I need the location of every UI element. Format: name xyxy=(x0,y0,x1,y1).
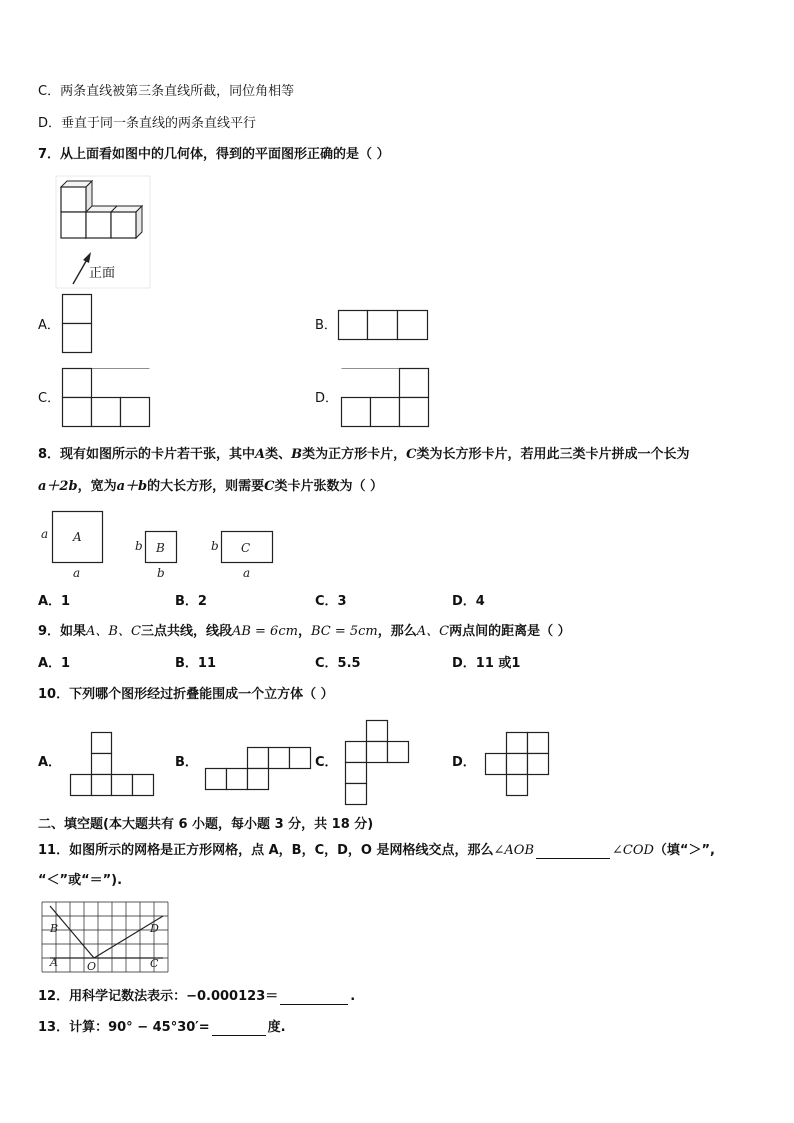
q11-point-d: D xyxy=(150,922,159,935)
q8-length-expr: a＋2b xyxy=(38,479,78,494)
q8-card-c-letter: C xyxy=(241,541,251,555)
q8-card-a xyxy=(37,510,107,582)
q11-text-b: （填“＞”, xyxy=(653,843,715,858)
q9-bc-length: BC = 5cm xyxy=(310,624,378,639)
q10-option-c-label: C． xyxy=(315,755,338,770)
q8-option-a: A．1 xyxy=(38,594,71,609)
section-2-heading: 二、填空题(本大题共有 6 小题，每小题 3 分，共 18 分) xyxy=(38,817,374,832)
q7-option-b-figure xyxy=(338,310,428,340)
q11-angle-cod: ∠COD xyxy=(612,843,654,858)
q9-text-d: 两点间的距离是（ ） xyxy=(449,624,571,639)
q8-text-b: 类为正方形卡片， xyxy=(302,447,407,462)
q8-option-d: D．4 xyxy=(452,594,485,609)
q8-card-a-side-bottom: a xyxy=(73,566,81,580)
q10-option-d-net xyxy=(485,732,551,798)
q8-card-b-letter: B xyxy=(156,541,165,555)
q9-stem xyxy=(38,624,571,640)
q11-answer-blank[interactable] xyxy=(536,858,610,859)
q9-option-d: D．11 或1 xyxy=(452,656,521,671)
q11-point-c: C xyxy=(150,957,159,970)
q7-front-label: 正面 xyxy=(89,266,116,281)
q11-grid-figure xyxy=(42,900,170,976)
q8-option-c: C．3 xyxy=(315,594,347,609)
q7-option-a-label: A． xyxy=(38,318,60,333)
q9-text-b: 三点共线，线段 xyxy=(140,624,232,639)
q13-stem xyxy=(38,1020,286,1036)
q11-angle-aob: ∠AOB xyxy=(493,843,534,858)
q10-stem: 10．下列哪个图形经过折叠能围成一个立方体（ ） xyxy=(38,687,334,702)
q9-option-a: A．1 xyxy=(38,656,71,671)
q9-ac-points: A、C xyxy=(416,624,450,639)
q7-option-c-figure xyxy=(62,368,150,428)
q8-text-e: 的大长方形，则需要 xyxy=(147,479,265,494)
q9-text-c: ，那么 xyxy=(377,624,417,639)
q8-card-b xyxy=(133,530,181,582)
q8-card-a-side-left: a xyxy=(41,527,49,541)
q7-option-b-label: B． xyxy=(315,318,337,333)
q8-letter-b: B xyxy=(291,447,303,462)
q10-option-c-net xyxy=(345,720,411,806)
q8-letter-c2: C xyxy=(264,479,275,494)
q8-text-a: 8．现有如图所示的卡片若干张，其中 xyxy=(38,447,256,462)
q9-ab-length: AB = 6cm xyxy=(231,624,298,639)
q7-option-d-figure xyxy=(341,368,429,428)
q7-stem: 7．从上面看如图中的几何体，得到的平面图形正确的是（ ） xyxy=(38,147,390,162)
q11-stem-line2: “＜”或“＝”). xyxy=(38,873,123,888)
q8-stem-line1 xyxy=(38,447,690,463)
q12-answer-blank[interactable] xyxy=(280,1004,348,1005)
q6-option-c: C．两条直线被第三条直线所截，同位角相等 xyxy=(38,84,295,99)
q11-point-o: O xyxy=(87,960,97,973)
q10-option-a-label: A． xyxy=(38,755,62,770)
q9-option-c: C．5.5 xyxy=(315,656,361,671)
q13-answer-blank[interactable] xyxy=(212,1035,266,1036)
q11-point-a: A xyxy=(50,956,58,969)
q9-points: A、B、C xyxy=(86,624,141,639)
q10-option-a-net xyxy=(70,732,156,798)
q8-card-b-side-bottom: b xyxy=(157,566,165,580)
q8-text-d: ，宽为 xyxy=(77,479,117,494)
q7-option-a-figure xyxy=(62,294,92,354)
q12-end: . xyxy=(350,989,356,1004)
q8-text-c: 类为长方形卡片，若用此三类卡片拼成一个长为 xyxy=(416,447,690,462)
q8-stem-line2 xyxy=(38,479,383,495)
q11-text-a: 11．如图所示的网格是正方形网格，点 A，B，C，D，O 是网格线交点，那么 xyxy=(38,843,494,858)
q10-option-b-net xyxy=(205,747,313,791)
q7-option-c-label: C． xyxy=(38,391,61,406)
q10-option-d-label: D． xyxy=(452,755,476,770)
q9-option-b: B．11 xyxy=(175,656,216,671)
q8-card-b-side-left: b xyxy=(135,539,143,553)
q8-option-b: B．2 xyxy=(175,594,207,609)
q8-letter-c: C xyxy=(406,447,417,462)
q8-card-c xyxy=(210,530,276,582)
q11-stem-line1 xyxy=(38,843,715,859)
q10-option-b-label: B． xyxy=(175,755,198,770)
q9-text-a: 9．如果 xyxy=(38,624,87,639)
q11-point-b: B xyxy=(50,922,59,935)
q13-end: 度. xyxy=(267,1020,286,1035)
q12-text: 12．用科学记数法表示：−0.000123＝ xyxy=(38,989,279,1004)
q8-text-sep: 类、 xyxy=(265,447,292,462)
q6-option-d: D．垂直于同一条直线的两条直线平行 xyxy=(38,116,257,131)
q8-card-a-letter: A xyxy=(73,530,82,544)
q12-stem xyxy=(38,989,355,1005)
q8-text-f: 类卡片张数为（ ） xyxy=(274,479,383,494)
q8-letter-a: A xyxy=(255,447,266,462)
q8-card-c-side-bottom: a xyxy=(243,566,251,580)
q8-width-expr: a＋b xyxy=(116,479,148,494)
q7-option-d-label: D． xyxy=(315,391,339,406)
q8-card-c-side-left: b xyxy=(211,539,219,553)
q9-comma: ， xyxy=(297,624,311,639)
q13-text: 13．计算：90° − 45°30′= xyxy=(38,1020,210,1035)
